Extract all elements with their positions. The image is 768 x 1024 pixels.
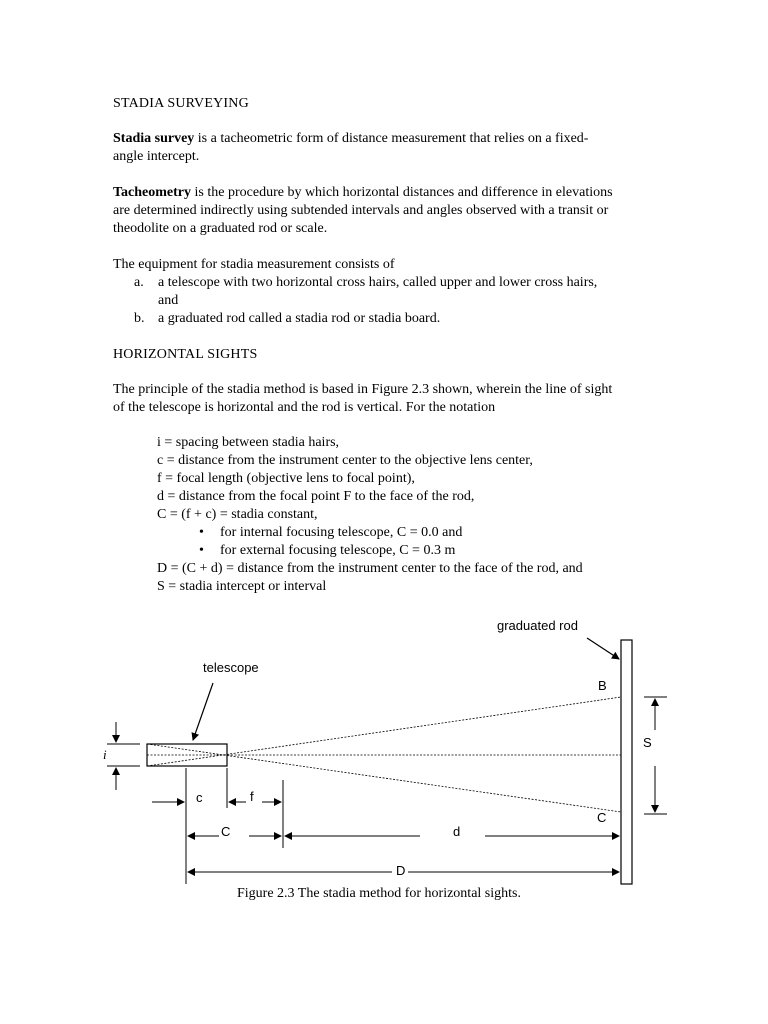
label-graduated-rod: graduated rod [497,618,578,633]
list-item-a-line2: and [158,293,179,308]
bullet-icon: • [199,525,204,540]
list-marker-b: b. [134,311,145,326]
label-d: d [453,824,461,839]
label-telescope: telescope [203,660,259,675]
label-C-dimension: C [221,824,231,839]
notation-c: c = distance from the instrument center to the objective lens center, [157,453,533,468]
label-C-point: C [597,810,607,825]
principle-line2: of the telescope is horizontal and the rod is vertical. For the notation [113,400,496,415]
label-f: f [250,789,254,804]
notation-d: d = distance from the focal point F to the face of the rod, [157,489,475,504]
telescope-pointer [193,683,213,740]
paragraph-tacheometry-line2: are determined indirectly using subtended intervals and angles observed with a transit or [113,203,609,218]
list-marker-a: a. [134,275,144,290]
lower-stadia-line [147,744,621,812]
bullet-internal-focusing: for internal focusing telescope, C = 0.0 and [220,525,463,540]
text-span: is a tacheometric form of distance measurement that relies on a fixed- [194,131,589,146]
label-c: c [196,790,203,805]
label-B: B [598,678,607,693]
notation-D: D = (C + d) = distance from the instrument center to the face of the rod, and [157,561,583,576]
list-item-a-line1: a telescope with two horizontal cross hairs, called upper and lower cross hairs, [158,275,598,290]
graduated-rod [621,640,632,884]
bullet-icon: • [199,543,204,558]
list-item-b-line1: a graduated rod called a stadia rod or stadia board. [158,311,441,326]
upper-stadia-line [147,697,621,766]
heading-stadia-surveying: STADIA SURVEYING [113,96,249,111]
bullet-external-focusing: for external focusing telescope, C = 0.3 m [220,543,456,558]
label-S: S [643,735,652,750]
principle-line1: The principle of the stadia method is based in Figure 2.3 shown, wherein the line of sight [113,382,613,397]
notation-S: S = stadia intercept or interval [157,579,327,594]
label-i: i [103,747,107,762]
notation-f: f = focal length (objective lens to focal point), [157,471,415,486]
text-span: is the procedure by which horizontal distances and difference in elevations [191,185,613,200]
heading-horizontal-sights: HORIZONTAL SIGHTS [113,347,258,362]
term-tacheometry: Tacheometry [113,185,192,200]
paragraph-stadia-survey-line2: angle intercept. [113,149,200,164]
graduated-rod-pointer [587,638,619,659]
paragraph-tacheometry-line3: theodolite on a graduated rod or scale. [113,221,328,236]
notation-i: i = spacing between stadia hairs, [157,435,340,450]
term-stadia-survey: Stadia survey [113,131,195,146]
label-D: D [396,863,406,878]
figure-caption: Figure 2.3 The stadia method for horizontal sights. [237,886,521,901]
equipment-intro: The equipment for stadia measurement consists of [113,257,395,272]
notation-stadia-constant: C = (f + c) = stadia constant, [157,507,318,522]
